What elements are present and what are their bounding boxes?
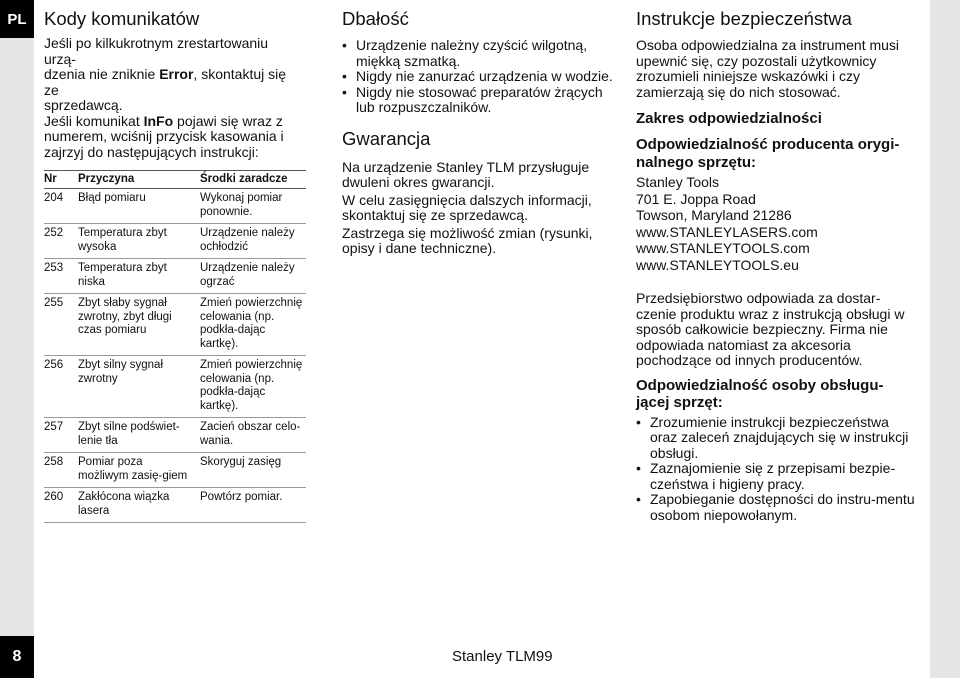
footer-product-name: Stanley TLM99 — [452, 648, 553, 665]
table-row: 255 Zbyt słaby sygnał zwrotny, zbyt długi czas pomiaru Zmień powierzchnię celowania (np. podkła-dając kartkę). — [44, 294, 306, 356]
website-link[interactable]: www.STANLEYTOOLS.eu — [636, 256, 799, 273]
list-item: • Urządzenie należny czyścić wilgotną, miękką szmatką. — [342, 37, 588, 69]
bullet-icon: • — [342, 83, 347, 100]
section-title-warranty: Gwarancja — [342, 127, 431, 149]
header-remedy: Środki zaradcze — [200, 171, 306, 189]
warranty-paragraph: Zastrzega się możliwość zmian (rysunki, opisy i dane techniczne). — [342, 224, 593, 256]
table-header-row — [44, 171, 306, 189]
website-link[interactable]: www.STANLEYLASERS.com — [636, 223, 818, 240]
info-keyword: InFo — [143, 112, 174, 129]
section-title-care: Dbałość — [342, 8, 409, 29]
language-tab: PL — [0, 0, 34, 38]
operator-list — [636, 415, 916, 524]
table-row: 260 Zakłócona wiązka lasera Powtórz pomiar. — [44, 488, 306, 523]
table-row: 257 Zbyt silne podświet-lenie tła Zacień obszar celo-wania. — [44, 418, 306, 453]
message-codes-section — [44, 8, 306, 523]
website-link[interactable]: www.STANLEYTOOLS.com — [636, 240, 810, 256]
list-item: • Nigdy nie stosować preparatów żrących lub rozpuszczalników. — [342, 83, 603, 115]
address-line: Towson, Maryland 21286 — [636, 207, 792, 223]
right-margin-strip — [930, 0, 960, 678]
table-row: 204 Błąd pomiaru Wykonaj pomiar ponownie. — [44, 189, 306, 224]
operator-responsibility-title: Odpowiedzialność osoby obsługu-jącej sprzęt: — [636, 376, 884, 411]
bullet-icon: • — [636, 460, 641, 476]
safety-intro: Osoba odpowiedzialna za instrument musi upewnić się, czy pozostali użytkownicy zrozumieli niniejsze wskazówki i czy zamierzają się do nich stosować. — [636, 37, 900, 100]
header-cause: Przyczyna — [78, 171, 200, 189]
company-responsibility-paragraph: Przedsiębiorstwo odpowiada za dostar-czenie produktu wraz z instrukcją obsługi w sposób całkowicie bezpieczny. Firma nie odpowiada natomiast za akcesoria pochodzące od innych producentów. — [636, 290, 905, 368]
bullet-icon: • — [342, 68, 347, 84]
section-title-message-codes: Kody komunikatów — [44, 8, 200, 29]
manufacturer-address — [636, 174, 926, 273]
table-row: 258 Pomiar poza możliwym zasię-giem Skoryguj zasięg — [44, 453, 306, 488]
address-line: 701 E. Joppa Road — [636, 190, 756, 207]
manufacturer-responsibility-title: Odpowiedzialność producenta orygi-nalnego sprzętu: — [636, 136, 900, 171]
header-nr: Nr — [44, 171, 78, 189]
list-item: • Zrozumienie instrukcji bezpieczeństwa oraz zaleceń znajdujących się w instrukcji obsługi. — [636, 413, 909, 461]
bullet-icon: • — [342, 37, 347, 53]
scope-title: Zakres odpowiedzialności — [636, 110, 822, 127]
bullet-icon: • — [636, 413, 641, 430]
section-title-safety: Instrukcje bezpieczeństwa — [636, 8, 852, 29]
page-number: 8 — [0, 636, 34, 678]
error-keyword: Error — [159, 66, 194, 82]
address-line: Stanley Tools — [636, 174, 720, 190]
table-row: 252 Temperatura zbyt wysoka Urządzenie należy ochłodzić — [44, 224, 306, 259]
bullet-icon: • — [636, 491, 641, 507]
left-margin-strip — [0, 0, 34, 678]
care-list — [342, 38, 622, 116]
list-item: • Zapobieganie dostępności do instru-mentu osobom niepowołanym. — [636, 491, 915, 523]
list-item: • Zaznajomienie się z przepisami bezpie-czeństwa i higieny pracy. — [636, 460, 896, 492]
list-item: • Nigdy nie zanurzać urządzenia w wodzie. — [342, 68, 613, 84]
safety-section — [636, 8, 926, 523]
table-row: 253 Temperatura zbyt niska Urządzenie należy ogrzać — [44, 259, 306, 294]
table-row: 256 Zbyt silny sygnał zwrotny Zmień powierzchnię celowania (np. podkła-dając kartkę). — [44, 356, 306, 418]
warranty-paragraph: W celu zasięgnięcia dalszych informacji, skontaktuj się ze sprzedawcą. — [342, 191, 592, 223]
warranty-paragraph: Na urządzenie Stanley TLM przysługuje dwuleni okres gwarancji. — [342, 158, 590, 190]
message-codes-intro: Jeśli po kilkukrotnym zrestartowaniu urzą- dzenia nie zniknie Error, skontaktuj się ze sprzedawcą. Jeśli komunikat InFo pojawi się wraz z numerem, wciśnij przycisk kasowania i zajrzyj do następujących instrukcji: — [44, 35, 287, 160]
error-codes-table — [44, 170, 306, 523]
care-warranty-section — [342, 8, 622, 257]
